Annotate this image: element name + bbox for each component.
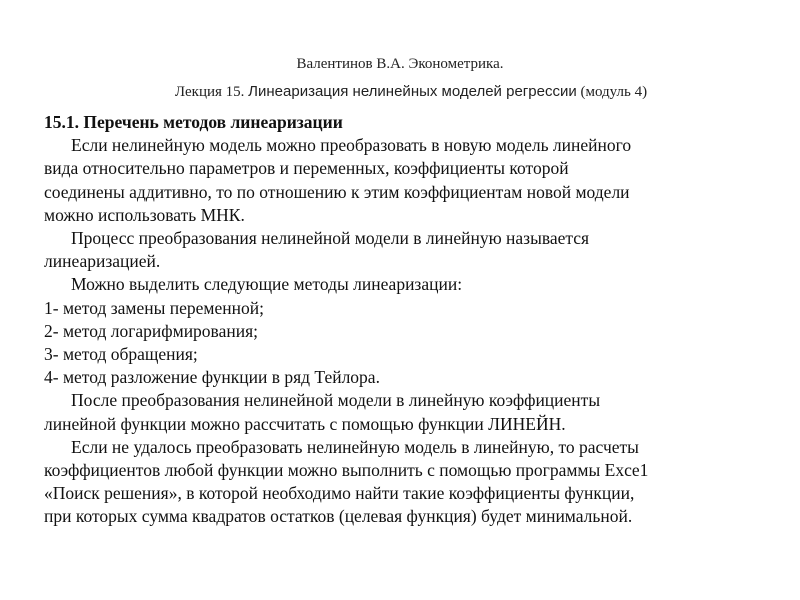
list-item: 1- метод замены переменной; [44,297,264,318]
paragraph-line: Если не удалось преобразовать нелинейную модель в линейную, то расчеты [71,436,639,457]
paragraph-line: Процесс преобразования нелинейной модели в линейную называется [71,228,590,249]
paragraph-line: соединены аддитивно, то по отношению к этим коэффициентам новой модели [44,181,630,202]
paragraph-line: коэффициентов любой функции можно выполнить с помощью программы Exce1 [44,460,649,481]
paragraph-line: линеаризацией. [44,251,161,272]
paragraph-line: при которых сумма квадратов остатков (целевая функция) будет минимальной. [44,506,633,527]
paragraph-line: вида относительно параметров и переменных, коэффициенты которой [44,158,569,179]
paragraph-line: Если нелинейную модель можно преобразовать в новую модель линейного [71,135,632,156]
list-item: 3- метод обращения; [44,344,198,365]
lecture-title: Линеаризация нелинейных моделей регрессии [248,83,577,100]
slide-body [44,111,774,529]
section-heading: 15.1. Перечень методов линеаризации [44,112,343,132]
lecture-line [0,78,800,106]
list-item: 2- метод логарифмирования; [44,320,258,341]
paragraph-line: После преобразования нелинейной модели в линейную коэффициенты [71,390,601,411]
slide-header [0,50,800,106]
paragraph-line: линейной функции можно рассчитать с помощью функции ЛИНЕЙН. [44,413,566,434]
paragraph-line: Можно выделить следующие методы линеаризации: [71,274,463,295]
list-item: 4- метод разложение функции в ряд Тейлора. [44,367,380,388]
paragraph-line: можно использовать МНК. [44,204,245,225]
author-course-line: Валентинов В.А. Эконометрика. [296,56,504,72]
lecture-prefix: Лекция 15. [174,84,249,100]
paragraph-line: «Поиск решения», в которой необходимо найти такие коэффициенты функции, [44,483,635,504]
lecture-module: (модуль 4) [576,84,648,100]
